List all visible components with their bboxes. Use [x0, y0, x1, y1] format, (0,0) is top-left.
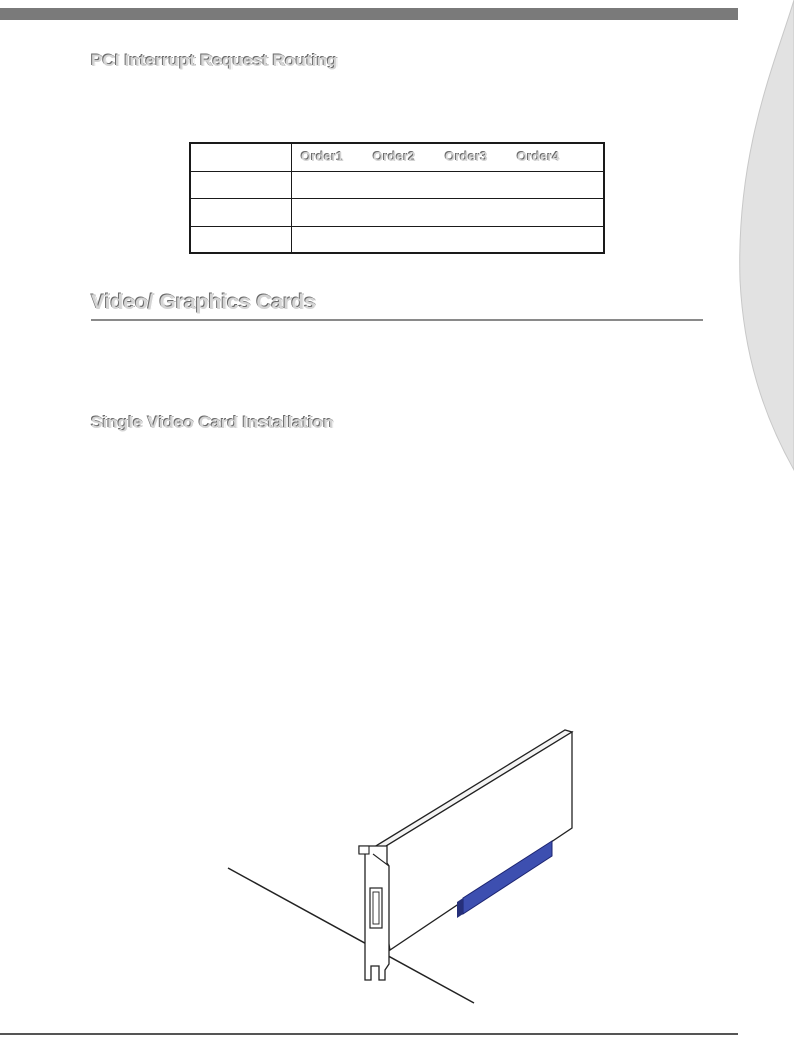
- irq-table-header-row: [191, 144, 603, 172]
- single-card-install-heading: Single Video Card Installation: [91, 413, 334, 432]
- irq-routing-table: [189, 142, 605, 254]
- chapter-side-tab: [736, 0, 794, 480]
- order1-header: Order1: [301, 149, 344, 164]
- irq-table-row: [191, 226, 603, 252]
- irq-table-row: [191, 171, 603, 199]
- video-card-illustration: [225, 718, 585, 1008]
- irq-slot-cell: [191, 226, 292, 252]
- pci-irq-heading: PCI Interrupt Request Routing: [91, 51, 338, 70]
- footer-rule: [0, 1033, 738, 1035]
- order4-header: Order4: [517, 149, 560, 164]
- order2-header: Order2: [373, 149, 416, 164]
- irq-table-corner-cell: [191, 144, 292, 171]
- irq-slot-cell: [191, 198, 292, 226]
- section-divider: [91, 319, 703, 321]
- video-cards-heading: Video/ Graphics Cards: [91, 291, 316, 314]
- header-bar: [0, 8, 738, 20]
- order3-header: Order3: [445, 149, 488, 164]
- irq-slot-cell: [191, 171, 292, 198]
- irq-table-row: [191, 198, 603, 227]
